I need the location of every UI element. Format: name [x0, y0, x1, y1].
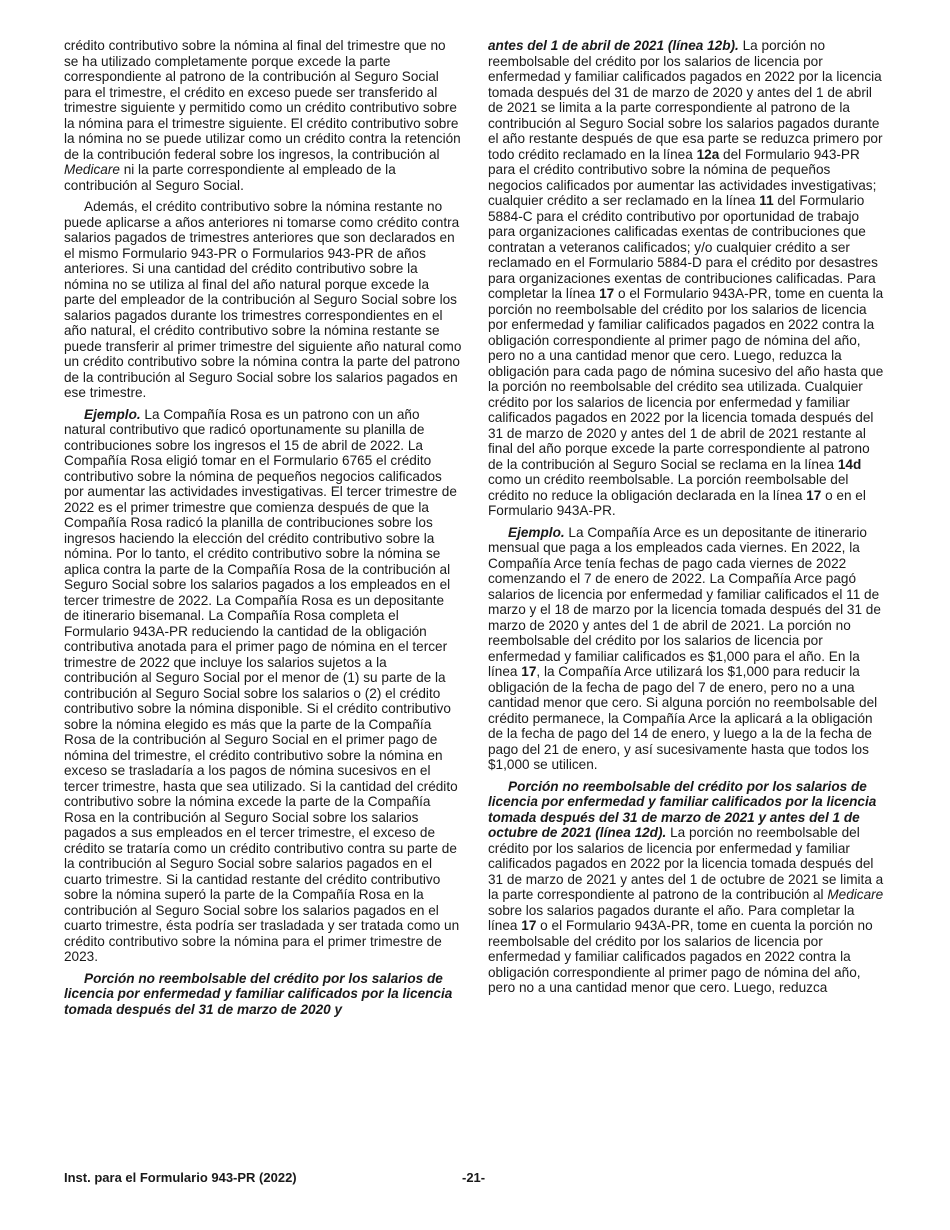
example-lead: Ejemplo.: [508, 524, 565, 540]
paragraph: antes del 1 de abril de 2021 (línea 12b). La porción no reembolsable del crédito por los salarios de licencia por enfermedad y familiar calificados pagados en 2022 por la licencia tomada después del 31 de marzo de 2020 y antes del 1 de abril de 2021 se limita a la parte correspondiente al patrono de la contribución al Seguro Social sobre los salarios pagados durante el año restante después de que esa parte se reduzca primero por todo crédito reclamado en la línea 12a del Formulario 943-PR para el crédito contributivo sobre la nómina de pequeños negocios calificados por aumentar las actividades investigativas; cualquier crédito a ser reclamado en la línea 11 del Formulario 5884-C para el crédito contributivo por oportunidad de trabajo para organizaciones calificadas exentas de contribuciones que contratan a veteranos calificados; y/o cualquier crédito a ser reclamado en el Formulario 5884-D para el crédito por desastres para organizaciones exentas de contribuciones calificadas. Para completar la línea 17 o el Formulario 943A-PR, tome en cuenta la porción no reembolsable del crédito por los salarios de licencia por enfermedad y familiar calificados pagados en 2022 contra la obligación correspondiente al primer pago de nómina del año, pero no a una cantidad menor que cero. Luego, reduzca la obligación para cada pago de nómina sucesivo del año hasta que la porción no reembolsable del crédito sea utilizada. Cualquier crédito por los salarios de licencia por enfermedad y familiar calificados pagados en 2022 por la licencia tomada después del 31 de marzo de 2020 y antes del 1 de abril de 2021 restante al final del año porque excede la parte correspondiente al patrono de la contribución al Seguro Social se reclama en la línea 14d como un crédito reembolsable. La porción reembolsable del crédito no reduce la obligación declarada en la línea 17 o en el Formulario 943A-PR.: [488, 38, 884, 518]
example-paragraph: Ejemplo. La Compañía Arce es un depositante de itinerario mensual que paga a los empleados cada viernes. En 2022, la Compañía Arce tenía fechas de pago cada viernes de 2022 comenzando el 7 de enero de 2022. La Compañía Arce pagó salarios de licencia por enfermedad y familiar calificados el 11 de marzo y el 18 de marzo por la licencia tomada después del 31 de marzo de 2020 y antes del 1 de abril de 2021. La porción no reembolsable del crédito por los salarios de licencia por enfermedad y familiar calificados es $1,000 para el año. En la línea 17, la Compañía Arce utilizará los $1,000 para reducir la obligación de la fecha de pago del 7 de enero, pero no a una cantidad menor que cero. Si alguna porción no reembolsable del crédito permanece, la Compañía Arce la aplicará a la obligación de la fecha de pago del 14 de enero, y luego a la de la fecha de pago del 21 de enero, y así sucesivamente hasta que todos los $1,000 se utilicen.: [488, 524, 881, 772]
section-heading-continued: antes del 1 de abril de 2021 (línea 12b).: [488, 38, 739, 53]
section-heading: Porción no reembolsable del crédito por los salarios de licencia por enfermedad y familiar calificados por la licencia tomada después del 31 de marzo de 2021 y antes del 1 de octubre de 2021 (línea 12d).: [488, 778, 877, 840]
example-lead: Ejemplo.: [84, 406, 141, 422]
footer-form-title: Inst. para el Formulario 943-PR (2022): [64, 1170, 297, 1185]
example-paragraph: Ejemplo. La Compañía Rosa es un patrono con un año natural contributivo que radicó oportunamente su planilla de contribuciones sobre los ingresos el 15 de abril de 2022. La Compañía Rosa eligió tomar en el Formulario 6765 el crédito contributivo sobre la nómina de pequeños negocios calificados por aumentar las actividades investigativas. El tercer trimestre de 2022 es el primer trimestre que comienza después de que la Compañía Rosa radicó la planilla de contribuciones sobre los ingresos haciendo la elección del crédito contributivo sobre la nómina. Por lo tanto, el crédito contributivo sobre la nómina se aplica contra la parte de la Compañía Rosa de la contribución al Seguro Social sobre los salarios pagados a los empleados en el tercer trimestre de 2022. La Compañía Rosa es un depositante de itinerario bisemanal. La Compañía Rosa completa el Formulario 943A-PR reduciendo la cantidad de la obligación contributiva anotada para el primer pago de nómina en el tercer trimestre de 2022 que incluye los salarios sujetos a la contribución al Seguro Social por el menor de (1) su parte de la contribución al Seguro Social sobre los salarios o (2) el crédito contributivo sobre la nómina disponible. Si el crédito contributivo sobre la nómina elegido es más que la parte de la Compañía Rosa de la contribución al Seguro Social en el primer pago de nómina del trimestre, el crédito contributivo sobre la nómina en exceso se trasladaría a los pagos de nómina sucesivos en el tercer trimestre, hasta que sea utilizado. Si la cantidad del crédito contributivo sobre la nómina excede la parte de la Compañía Rosa en la contribución al Seguro Social sobre los salarios pagados a sus empleados en el tercer trimestre, el exceso de crédito se trataría como un crédito contributivo contra su parte de la contribución al Seguro Social sobre salarios pagados en el cuarto trimestre. Si la cantidad restante del crédito contributivo sobre la nómina superó la parte de la Compañía Rosa en la contribución al Seguro Social sobre los salarios pagados en el cuarto trimestre, ésta podría ser trasladada y ser tratada como un crédito contributivo sobre la nómina para el primer trimestre de 2023.: [64, 406, 460, 964]
paragraph: Porción no reembolsable del crédito por los salarios de licencia por enfermedad y familiar calificados por la licencia tomada después del 31 de marzo de 2021 y antes del 1 de octubre de 2021 (línea 12d). La porción no reembolsable del crédito por los salarios de licencia por enfermedad y familiar calificados pagados en 2022 por la licencia tomada después del 31 de marzo de 2021 y antes del 1 de octubre de 2021 se limita a la parte correspondiente al patrono de la contribución al Medicare sobre los salarios pagados durante el año. Para completar la línea 17 o el Formulario 943A-PR, tome en cuenta la porción no reembolsable del crédito por los salarios de licencia por enfermedad y familiar calificados pagados en 2022 contra la obligación correspondiente al primer pago de nómina del año, pero no a una cantidad menor que cero. Luego, reduzca: [488, 778, 884, 995]
paragraph: Además, el crédito contributivo sobre la nómina restante no puede aplicarse a años anteriores ni tomarse como crédito contra salarios pagados de trimestres anteriores que son declarados en el mismo Formulario 943-PR o Formularios 943-PR de años anteriores. Si una cantidad del crédito contributivo sobre la nómina no se utiliza al final del año natural porque excede la parte del empleador de la contribución al Seguro Social sobre los salarios pagados durante los trimestres correspondientes en el año natural, el crédito contributivo sobre la nómina restante se puede transferir al primer trimestre del siguiente año natural como un crédito contributivo sobre la nómina contra la parte del patrono de la contribución al Seguro Social sobre los salarios pagados en ese trimestre.: [64, 199, 462, 400]
left-column: [64, 38, 462, 1023]
paragraph: crédito contributivo sobre la nómina al final del trimestre que no se ha utilizado completamente porque excede la parte correspondiente al patrono de la contribución al Seguro Social para el trimestre, el crédito en exceso puede ser transferido al trimestre siguiente y permitido como un crédito contributivo sobre la nómina para el trimestre siguiente. El crédito contributivo sobre la nómina no se puede utilizar como un crédito contra la retención de la contribución federal sobre los ingresos, la contribución al Medicare ni la parte correspondiente al empleado de la contribución al Seguro Social.: [64, 38, 461, 193]
right-column: [488, 38, 886, 1002]
section-heading: Porción no reembolsable del crédito por los salarios de licencia por enfermedad y familiar calificados por la licencia tomada después del 31 de marzo de 2020 y: [64, 970, 453, 1017]
page-number: -21-: [462, 1170, 486, 1185]
